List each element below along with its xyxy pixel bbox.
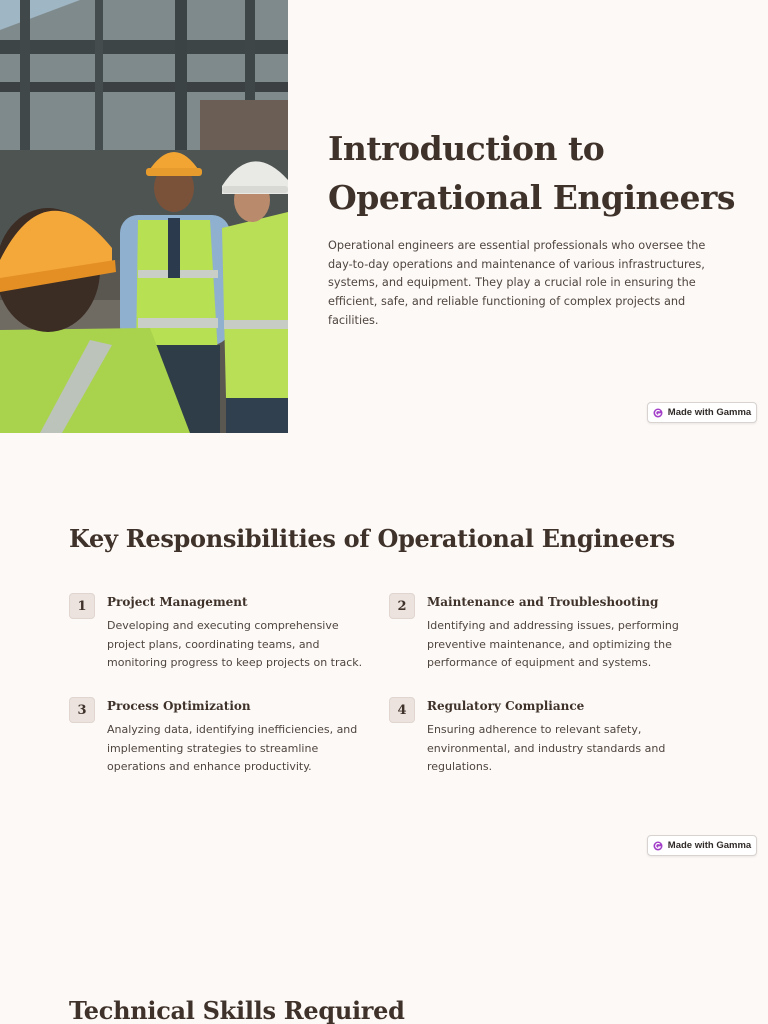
item-heading: Maintenance and Troubleshooting xyxy=(427,595,659,609)
item-number: 4 xyxy=(389,697,415,723)
construction-workers-photo xyxy=(0,0,288,433)
item-number: 1 xyxy=(69,593,95,619)
intro-title xyxy=(328,124,748,222)
item-body: Analyzing data, identifying inefficiencies, and implementing strategies to streamline operations and enhance productivity. xyxy=(107,723,358,774)
intro-description: Operational engineers are essential professionals who oversee the day-to-day operations and maintenance of various infrastructures, systems, and equipment. They play a crucial role in ensuring the efficient, safe, and reliable functioning of complex projects and facilities. xyxy=(328,239,706,327)
item-body: Developing and executing comprehensive project plans, coordinating teams, and monitoring progress to keep projects on track. xyxy=(107,619,363,670)
made-with-gamma-label: Made with Gamma xyxy=(667,407,752,418)
item-number: 3 xyxy=(69,697,95,723)
item-heading: Project Management xyxy=(107,595,248,609)
item-body: Identifying and addressing issues, performing preventive maintenance, and optimizing the performance of equipment and systems. xyxy=(427,619,679,670)
intro-title-line-2: Operational Engineers xyxy=(328,178,735,217)
intro-title-line-1: Introduction to xyxy=(328,129,605,168)
item-heading: Regulatory Compliance xyxy=(427,699,585,713)
item-body: Ensuring adherence to relevant safety, environmental, and industry standards and regulations. xyxy=(427,723,666,774)
item-number: 2 xyxy=(389,593,415,619)
gamma-logo-icon xyxy=(653,841,663,851)
gamma-logo-icon xyxy=(653,408,663,418)
technical-skills-title: Technical Skills Required xyxy=(69,996,405,1024)
made-with-gamma-badge[interactable] xyxy=(647,835,757,856)
made-with-gamma-badge[interactable] xyxy=(647,402,757,423)
key-responsibilities-title: Key Responsibilities of Operational Engineers xyxy=(69,524,675,553)
item-heading: Process Optimization xyxy=(107,699,251,713)
made-with-gamma-label: Made with Gamma xyxy=(667,840,752,851)
